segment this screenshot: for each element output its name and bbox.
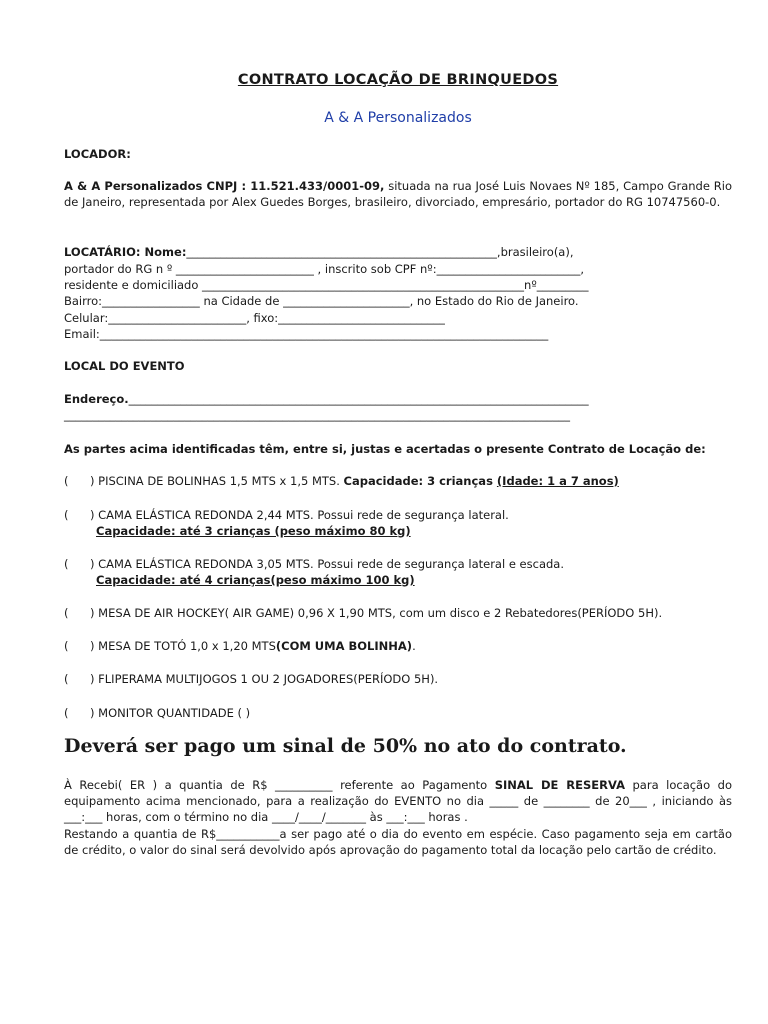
- locatario-name-field[interactable]: ______________________________________________________,brasileiro(a),: [186, 245, 574, 259]
- item-monitor: ( ) MONITOR QUANTIDADE ( ): [64, 706, 251, 720]
- item-toto: ( ) MESA DE TOTÓ 1,0 x 1,20 MTS(COM UMA BOLINHA).: [64, 639, 416, 653]
- locatario-line-2[interactable]: portador do RG n º ________________________ , inscrito sob CPF nº:_________________________,: [64, 262, 584, 276]
- locatario-line-4[interactable]: Bairro:_________________ na Cidade de ______________________, no Estado do Rio de Janeiro.: [64, 294, 579, 308]
- payment-headline: Deverá ser pago um sinal de 50% no ato do contrato.: [64, 735, 627, 757]
- locador-heading: LOCADOR:: [64, 147, 131, 161]
- item-checkbox[interactable]: (: [64, 474, 69, 488]
- locador-company: A & A Personalizados CNPJ : 11.521.433/0001-09,: [64, 179, 385, 193]
- item-cama-305: ( ) CAMA ELÁSTICA REDONDA 3,05 MTS. Possui rede de segurança lateral e escada.: [64, 557, 564, 571]
- locatario-line-3[interactable]: residente e domiciliado ________________________________________________________nº_________: [64, 278, 589, 292]
- remaining-paragraph: Restando a quantia de R$___________a ser pago até o dia do evento em espécie. Caso pagamento seja em cartão de crédito, o valor do sinal será devolvido após aprovação do pagamento total da locação pelo cartão de crédito.: [64, 827, 732, 857]
- item-cama-244-capacity: Capacidade: até 3 crianças (peso máximo 80 kg): [96, 524, 411, 538]
- item-air-hockey: ( ) MESA DE AIR HOCKEY( AIR GAME) 0,96 X 1,90 MTS, com um disco e 2 Rebatedores(PERÍODO 5H).: [64, 606, 663, 620]
- document-title: CONTRATO LOCAÇÃO DE BRINQUEDOS: [237, 72, 559, 88]
- item-checkbox[interactable]: (: [64, 606, 69, 620]
- locatario-label: LOCATÁRIO: Nome:: [64, 245, 187, 259]
- company-subtitle: A & A Personalizados: [324, 110, 472, 126]
- item-cama-305-capacity: Capacidade: até 4 crianças(peso máximo 100 kg): [96, 573, 415, 587]
- endereco-label: Endereço.: [64, 392, 129, 406]
- item-piscina: ( ) PISCINA DE BOLINHAS 1,5 MTS x 1,5 MTS. Capacidade: 3 crianças (Idade: 1 a 7 anos): [64, 474, 619, 488]
- receipt-paragraph: À Recebi( ER ) a quantia de R$ __________ referente ao Pagamento SINAL DE RESERVA para locação do equipamento acima mencionado, para a realização do EVENTO no dia _____ de ________ de 20___ , iniciando às ___:___ horas, com o término no dia ____/____/_______ às ___:___ horas .: [64, 778, 732, 824]
- intro-text: As partes acima identificadas têm, entre si, justas e acertadas o presente Contrato de Locação de:: [64, 442, 706, 456]
- item-cama-244: ( ) CAMA ELÁSTICA REDONDA 2,44 MTS. Possui rede de segurança lateral.: [64, 508, 509, 522]
- sinal-reserva-label: SINAL DE RESERVA: [494, 778, 625, 792]
- item-checkbox[interactable]: (: [64, 557, 69, 571]
- evento-heading: LOCAL DO EVENTO: [64, 359, 185, 373]
- locatario-line-5[interactable]: Celular:________________________, fixo:_____________________________: [64, 311, 445, 325]
- endereco-field[interactable]: ________________________________________________________________________________: [128, 392, 589, 406]
- item-checkbox[interactable]: (: [64, 639, 69, 653]
- evento-endereco-line-2[interactable]: ________________________________________________________________________________________: [64, 408, 570, 422]
- locador-paragraph: [64, 178, 732, 210]
- locador-text: situada na rua José Luis Novaes Nº 185, Campo Grande Rio de Janeiro, representada por Alex Guedes Borges, brasileiro, divorciado, empresário, portador do RG 10747560-0.: [64, 179, 732, 209]
- locatario-line-6[interactable]: Email:______________________________________________________________________________: [64, 327, 549, 341]
- locatario-line-1: [64, 244, 732, 260]
- item-checkbox[interactable]: (: [64, 508, 69, 522]
- item-checkbox[interactable]: (: [64, 706, 69, 720]
- evento-endereco-line-1: [64, 391, 732, 407]
- item-fliperama: ( ) FLIPERAMA MULTIJOGOS 1 OU 2 JOGADORES(PERÍODO 5H).: [64, 672, 439, 686]
- item-checkbox[interactable]: (: [64, 672, 69, 686]
